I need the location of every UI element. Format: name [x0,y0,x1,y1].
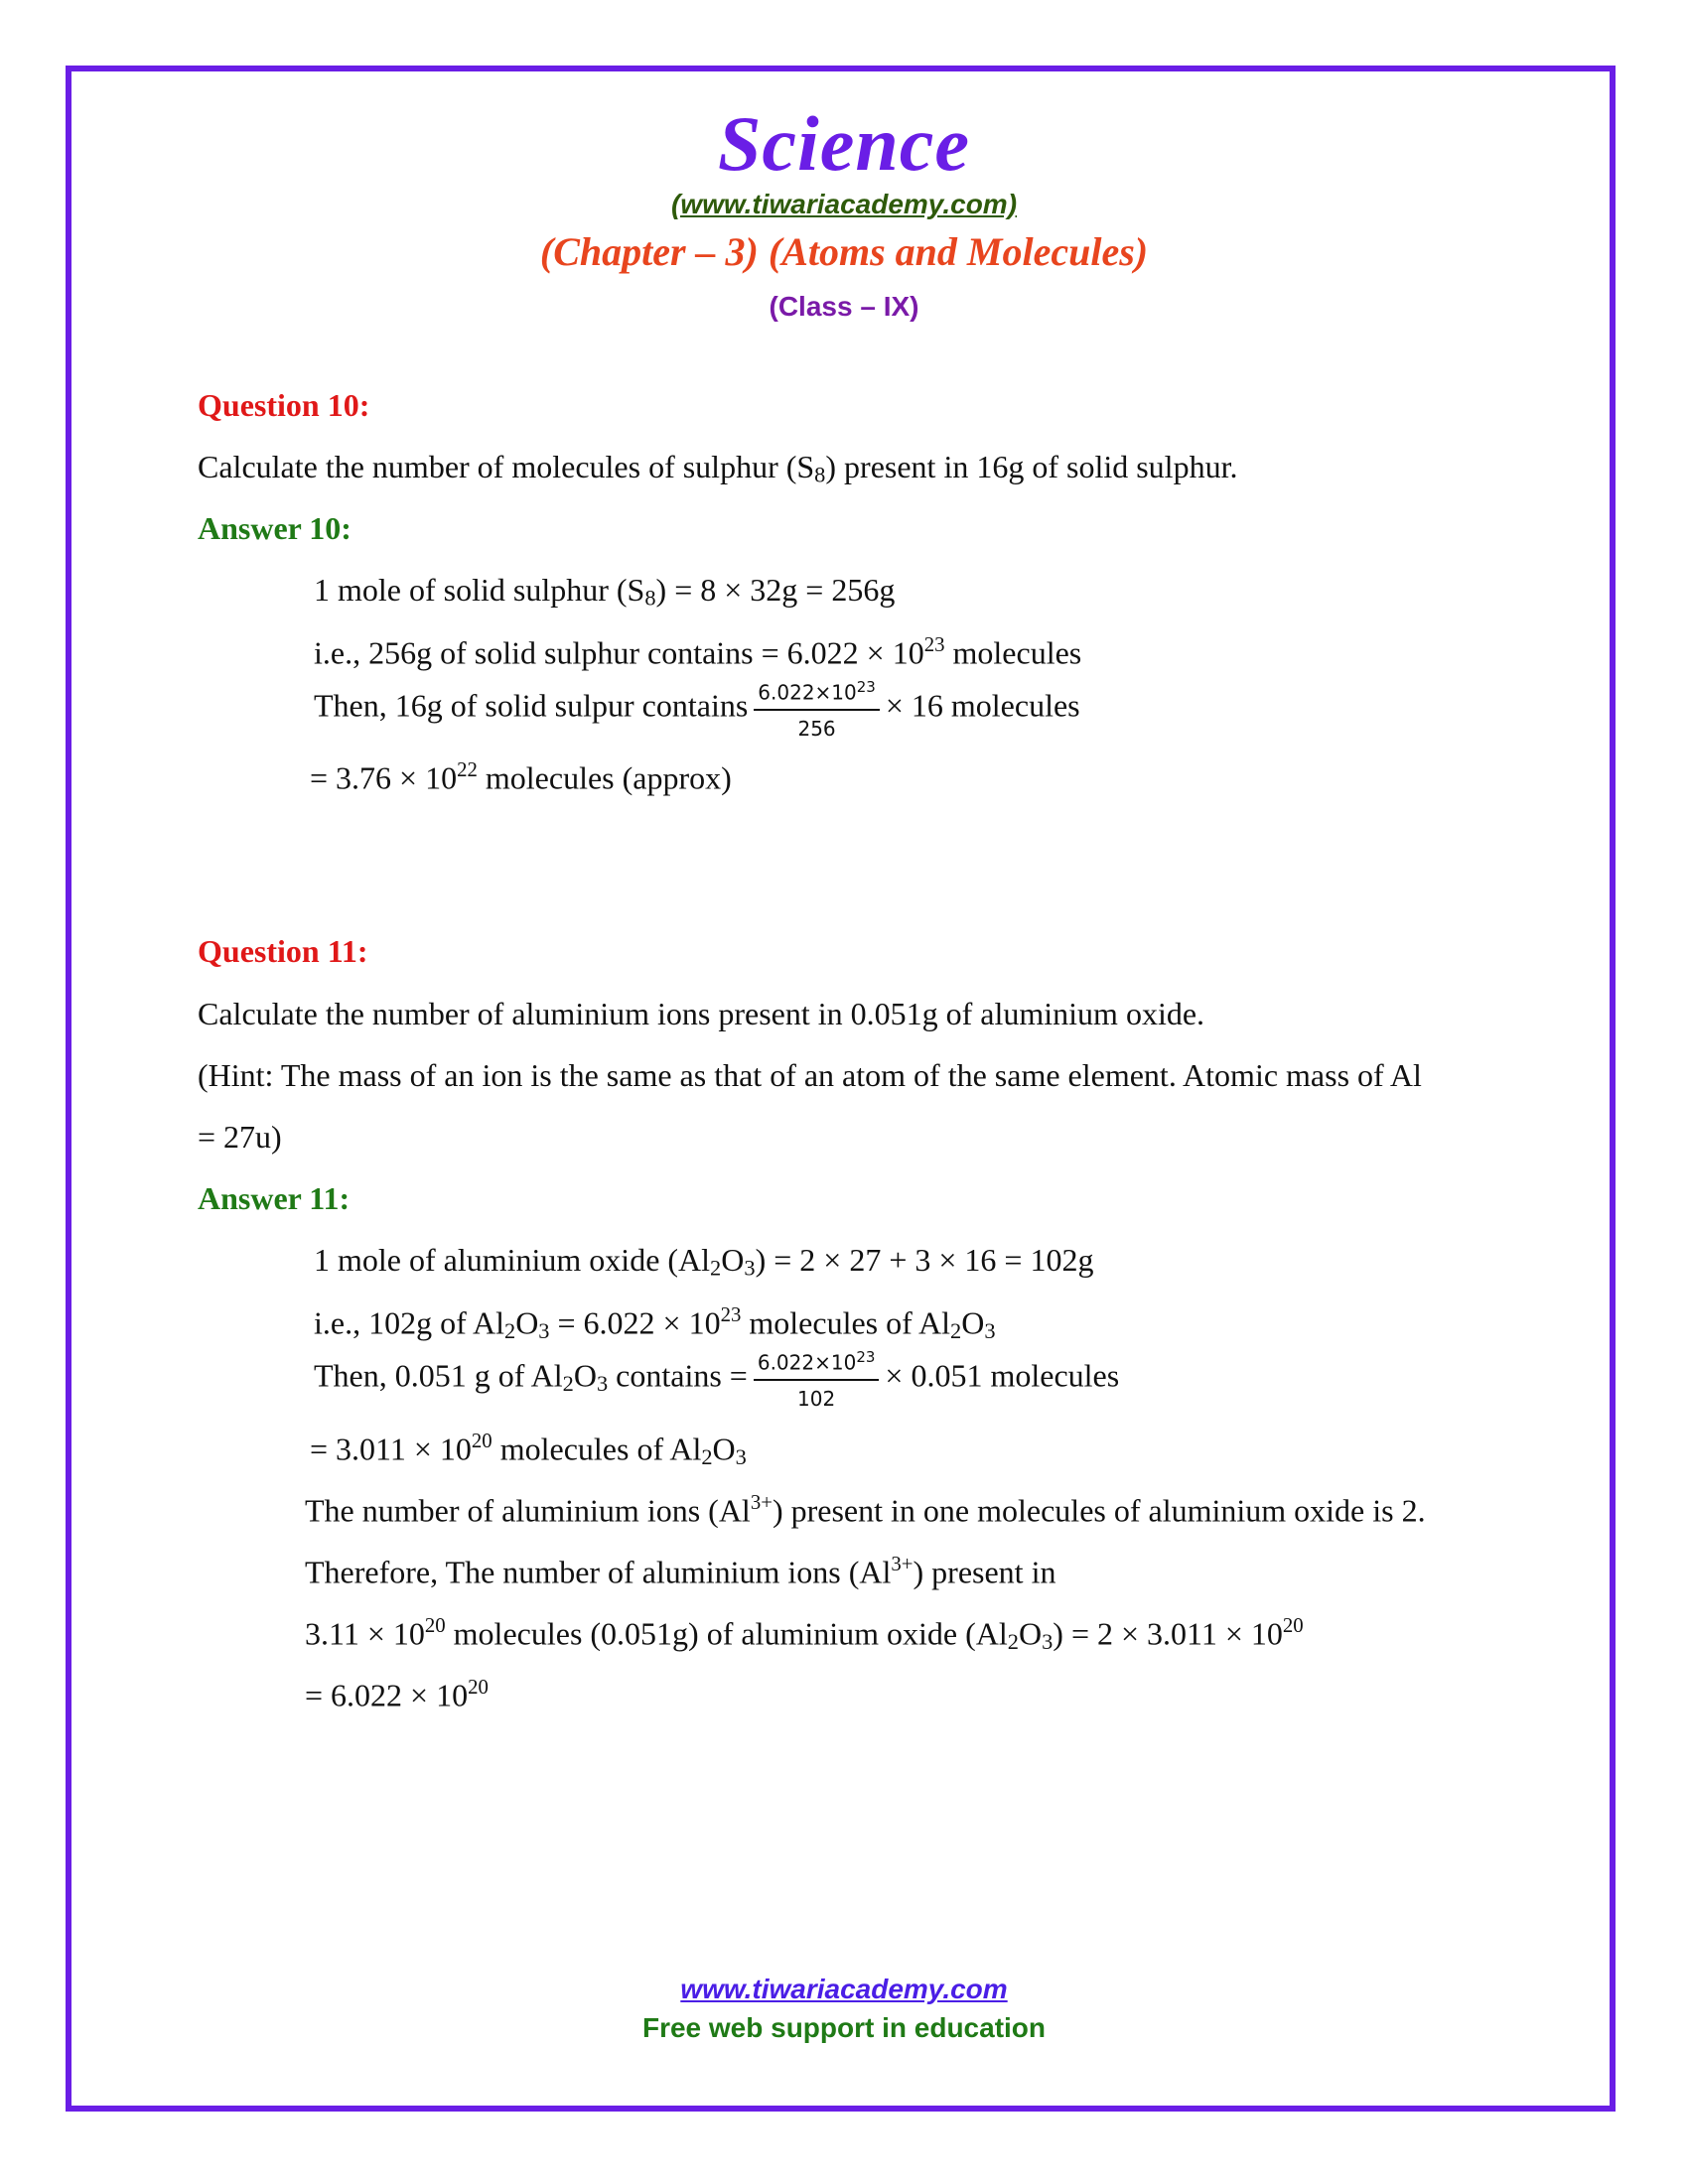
answer-11-line-7: $3.11 \times 10^{20}$ molecules (0.051g) of aluminium oxide $(Al_2O_3) = 2 \times 3.011 \times 10^{20}$ [305,1614,1304,1654]
answer-11-line-5: The number of aluminium ions $(Al^{3+})$ present in one molecules of aluminium oxide is 2. [305,1491,1426,1529]
answer-11-line-3: Then, 0.051 g of $Al_2O_3$ contains = $\frac{6.022\times 10^{23}}{102}$ × 0.051 molecules [314,1348,1120,1411]
answer-11-line-8: = $6.022 \times 10^{20}$ [305,1676,489,1713]
footer-website-link[interactable]: www.tiwariacademy.com [680,1974,1008,2004]
answer-11-line-6: Therefore, The number of aluminium ions $(Al^{3+})$ present in [305,1553,1056,1590]
class-label: (Class – IX) [769,291,919,322]
question-11-hint-line-2: = 27u) [198,1119,282,1155]
footer-tagline: Free web support in education [641,2012,1047,2043]
answer-11-line-4: = $3.011 \times 10^{20}$ molecules of $Al_2O_3$ [310,1430,747,1469]
question-11-text: Calculate the number of aluminium ions present in 0.051g of aluminium oxide. [198,996,1205,1031]
header-website-link[interactable]: (www.tiwariacademy.com) [670,189,1018,219]
answer-10-line-2: i.e., 256g of solid sulphur contains = $6.022 \times 10^{23}$ molecules [314,633,1082,671]
answer-10-label: Answer 10: [198,510,352,546]
answer-11-label: Answer 11: [198,1180,351,1216]
fraction: $\frac{6.022\times 10^{23}}{256}$ [754,678,880,741]
page-title: Science [718,100,970,187]
question-10-label: Question 10: [198,387,370,423]
answer-11-line-2: i.e., 102g of $Al_2O_3 = 6.022 \times 10^{23}$ molecules of $Al_2O_3$ [314,1303,996,1343]
question-11-hint-line-1: (Hint: The mass of an ion is the same as that of an atom of the same element. Atomic mass of Al [198,1057,1422,1093]
answer-10-line-4: = $3.76 \times 10^{22}$ molecules (approx) [310,758,732,796]
question-11-label: Question 11: [198,933,368,969]
chapter-heading: (Chapter – 3) (Atoms and Molecules) [539,229,1149,274]
answer-11-line-1: 1 mole of aluminium oxide $(Al_2O_3) = 2 \times 27 + 3 \times 16 = 102g$ [314,1242,1094,1281]
answer-10-line-3: Then, 16g of solid sulpur contains $\frac{6.022\times 10^{23}}{256}$ × 16 molecules [314,678,1080,741]
answer-10-line-1: 1 mole of solid sulphur $(S_8) = 8 \times 32g = 256g$ [314,572,896,611]
fraction: $\frac{6.022\times 10^{23}}{102}$ [754,1348,880,1411]
question-10-text: Calculate the number of molecules of sulphur $(S_8)$ present in 16g of solid sulphur. [198,449,1238,487]
